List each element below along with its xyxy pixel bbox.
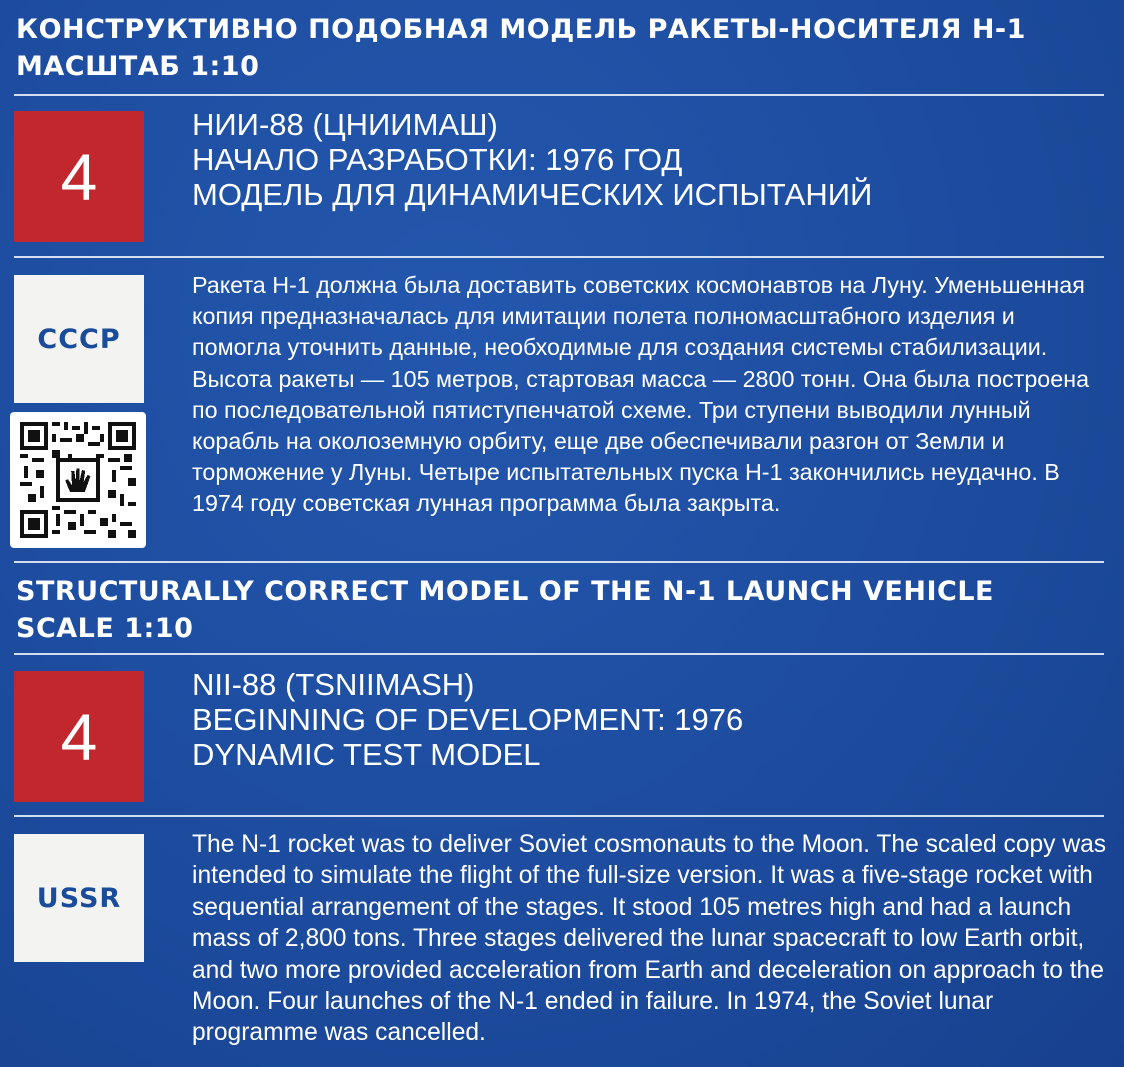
organization-en: NII-88 (TSNIIMASH) xyxy=(192,667,475,702)
organization-ru: НИИ-88 (ЦНИИМАШ) xyxy=(192,107,498,142)
development-start-en: BEGINNING OF DEVELOPMENT: 1976 xyxy=(192,702,744,737)
divider xyxy=(14,256,1104,258)
divider xyxy=(14,653,1104,655)
number-badge-ru: 4 xyxy=(14,111,144,242)
development-start-ru: НАЧАЛО РАЗРАБОТКИ: 1976 ГОД xyxy=(192,142,683,177)
number-badge-en: 4 xyxy=(14,671,144,802)
divider xyxy=(14,815,1104,817)
divider xyxy=(14,561,1104,563)
qr-code[interactable] xyxy=(10,412,146,548)
qr-code-with-hand-icon xyxy=(20,422,136,538)
description-en: The N-1 rocket was to deliver Soviet cosmonauts to the Moon. The scaled copy was intended to simulate the flight of the full-size version. It was a five-stage rocket with sequential arrangement of the stages. It stood 105 metres high and had a launch mass of 2,800 tons. Three stages delivered the lunar spacecraft to low Earth orbit, and two more provided acceleration from Earth and deceleration on approach to the Moon. Four launches of the N-1 ended in failure. In 1974, the Soviet lunar programme was cancelled. xyxy=(192,831,1107,1047)
title-ru-line2: МАСШТАБ 1:10 xyxy=(16,51,260,82)
description-ru: Ракета Н-1 должна была доставить советских космонавтов на Луну. Уменьшенная копия предназначалась для имитации полета полномасштабного изделия и помогла уточнить данные, необходимые для создания системы стабилизации. Высота ракеты — 105 метров, стартовая масса — 2800 тонн. Она была построена по последовательной пятиступенчатой схеме. Три ступени выводили лунный корабль на околоземную орбиту, еще две обеспечивали разгон от Земли и торможение у Луны. Четыре испытательных пуска Н-1 закончились неудачно. В 1974 году советская лунная программа была закрыта. xyxy=(192,272,1090,517)
title-ru-line1: КОНСТРУКТИВНО ПОДОБНАЯ МОДЕЛЬ РАКЕТЫ-НОСИТЕЛЯ Н-1 xyxy=(16,14,1026,45)
country-badge-en: USSR xyxy=(14,834,144,962)
meta-en xyxy=(192,667,743,772)
model-type-ru: МОДЕЛЬ ДЛЯ ДИНАМИЧЕСКИХ ИСПЫТАНИЙ xyxy=(192,177,873,212)
title-en-line1: STRUCTURALLY CORRECT MODEL OF THE N-1 LAUNCH VEHICLE xyxy=(16,576,994,607)
title-en-line2: SCALE 1:10 xyxy=(16,613,194,644)
divider xyxy=(14,94,1104,96)
model-type-en: DYNAMIC TEST MODEL xyxy=(192,737,541,772)
meta-ru xyxy=(192,107,872,212)
country-badge-ru: СССР xyxy=(14,275,144,403)
